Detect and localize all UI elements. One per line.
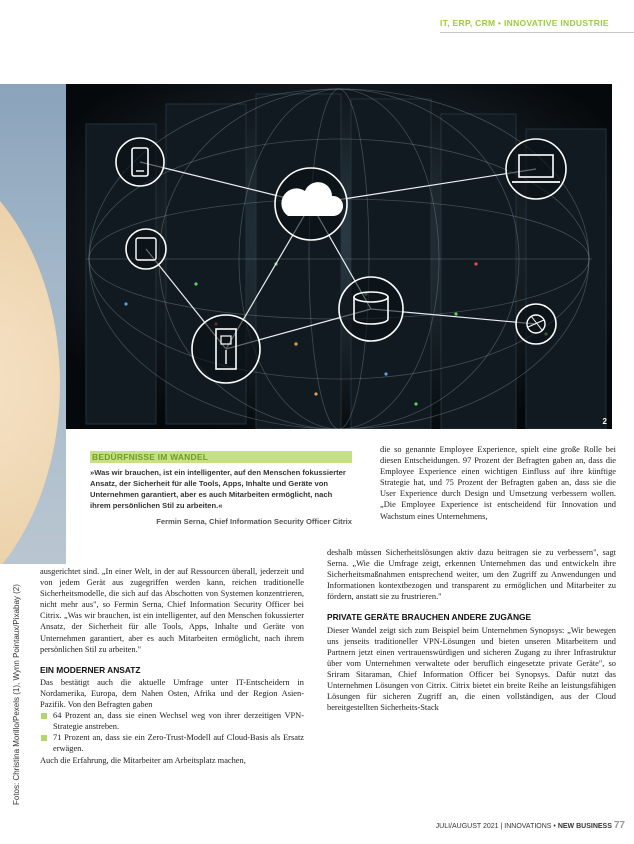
- network-illustration: [66, 84, 612, 429]
- left-intro-paragraph: ausgerichtet sind. „In einer Welt, in der auf Ressourcen überall, jederzeit und von jedem Gerät aus zugegriffen werden kann, reichen traditionelle Sicherheitsmodelle, die sich auf das Abschotten von Systemen konzentrieren, nicht mehr aus", so Fermin Serna, Chief Information Security Officer bei Citrix. „Was wir brauchen, ist ein intelligenter, auf den Menschen fokussierter Ansatz, der Sicherheit für alle Tools, Apps, Inhalte und Geräte von Unternehmen garantiert, aber es auch Mitarbeiten ermöglicht, nach ihrem persönlichen Stil zu arbeiten.": [40, 567, 304, 654]
- figure-number: 2: [602, 417, 607, 426]
- bullet-square-icon: [41, 735, 47, 741]
- section-header: IT, ERP, CRM • INNOVATIVE INDUSTRIE: [440, 18, 609, 28]
- footer-bullet: •: [551, 823, 558, 830]
- issue-date: JULI/AUGUST 2021: [435, 823, 499, 830]
- laptop-icon: [506, 139, 566, 199]
- left-column: [40, 566, 304, 766]
- left-section-paragraph: Das bestätigt auch die aktuelle Umfrage unter IT-Entscheidern in Nordamerika, Europa, dem Nahen Osten, Afrika und der Region Asien-Pazifik. Von den Befragten gaben: [40, 677, 304, 710]
- right-section-paragraph: Dieser Wandel zeigt sich zum Beispiel beim Unternehmen Synopsys: „Wir bewegen uns jenseits traditioneller VPN-Lösungen und bieten unseren Mitarbeitern und Partnern jetzt einen vertrauenswürdigen und sicheren Zugang zu ihrer Infrastruktur über vom Unternehmen verwaltete oder beruflich eingesetzte private Geräte", so Sriram Sitaraman, Chief Information Officer bei Synopsys. Dafür nutzt das Unternehmen Lösungen von Citrix. Citrix bietet ein breite Reihe an leistungsfähigen Lösungen für sicheren Zugriff an, die einen vollständigen, aus der Cloud bereitgestellten Sicherheits-Stack: [327, 625, 616, 713]
- phone-icon: [116, 138, 164, 186]
- bullet-square-icon: [41, 713, 47, 719]
- quote-text: »Was wir brauchen, ist ein intelligenter, auf den Menschen fokussierter Ansatz, der Sicherheit für alle Tools, Apps, Inhalte und Geräte von Unternehmen garantiert, aber es auch Mitarbeiten ermöglicht, nach ihrem persönlichen Stil zu arbeiten.«: [90, 468, 346, 510]
- quote-box: [90, 451, 352, 526]
- list-item: 64 Prozent an, dass sie einen Wechsel weg von ihrer derzeitigen VPN-Strategie anstreben.: [40, 710, 304, 732]
- right-continued-paragraph: deshalb müssen Sicherheitslösungen aktiv dazu beitragen sie zu verbessern", sagt Serna. „Wie die Umfrage zeigt, erkennen Unternehmen das und entwickeln ihre Sicherheitsmaßnahmen entsprechend weiter, um den Zugriff zu Anwendungen und Informationen kontextbezogen und transparent zu ermöglichen und Mitarbeiter zu fördern, anstatt sie zu frustrieren.": [327, 548, 616, 602]
- hero-image: [66, 84, 612, 429]
- right-column-top: [380, 444, 616, 522]
- left-outro-paragraph: Auch die Erfahrung, die Mitarbeiter am Arbeitsplatz machen,: [40, 755, 246, 765]
- list-item: 71 Prozent an, dass sie ein Zero-Trust-Modell auf Cloud-Basis als Ersatz erwägen.: [40, 732, 304, 754]
- page-number: 77: [613, 820, 625, 831]
- server-icon: [192, 315, 260, 383]
- section-heading-private-devices: PRIVATE GERÄTE BRAUCHEN ANDERE ZUGÄNGE: [327, 612, 532, 623]
- page-footer: [425, 820, 625, 831]
- right-top-paragraph: die so genannte Employee Experience, spielt eine große Rolle bei diesen Entscheidungen. 97 Prozent der Befragten gaben an, dass die Employee Experience einen wichtigen Einfluss auf ihre künftige Strategie hat, und 75 Prozent der Befragten gaben an, dass sie die User Experience durch Design und Umsetzung verbessern wollen. „Die Employee Experience ist entscheidend für Innovation und Wachstum eines Unternehmens,: [380, 445, 616, 521]
- header-divider: [440, 32, 634, 33]
- magazine-name: INNOVATIONS: [504, 823, 552, 830]
- quote-author: Fermin Serna, Chief Information Security Officer Citrix: [156, 517, 352, 526]
- section-heading-modern: EIN MODERNER ANSATZ: [40, 664, 141, 675]
- tablet-icon: [126, 229, 166, 269]
- camera-shutter-icon: [516, 304, 556, 344]
- left-photo: [0, 84, 66, 564]
- photo-disc-shape: [0, 144, 60, 564]
- right-column: [327, 547, 616, 713]
- quote-heading: BEDÜRFNISSE IM WANDEL: [90, 451, 352, 463]
- publication-name: NEW BUSINESS: [557, 823, 612, 830]
- footer-separator: |: [498, 823, 505, 830]
- cloud-icon: [275, 168, 347, 240]
- database-icon: [339, 277, 403, 341]
- photo-credit: Fotos: Christina Morillo/Pexels (1), Wynn Pointaux/Pixabay (2): [12, 584, 21, 805]
